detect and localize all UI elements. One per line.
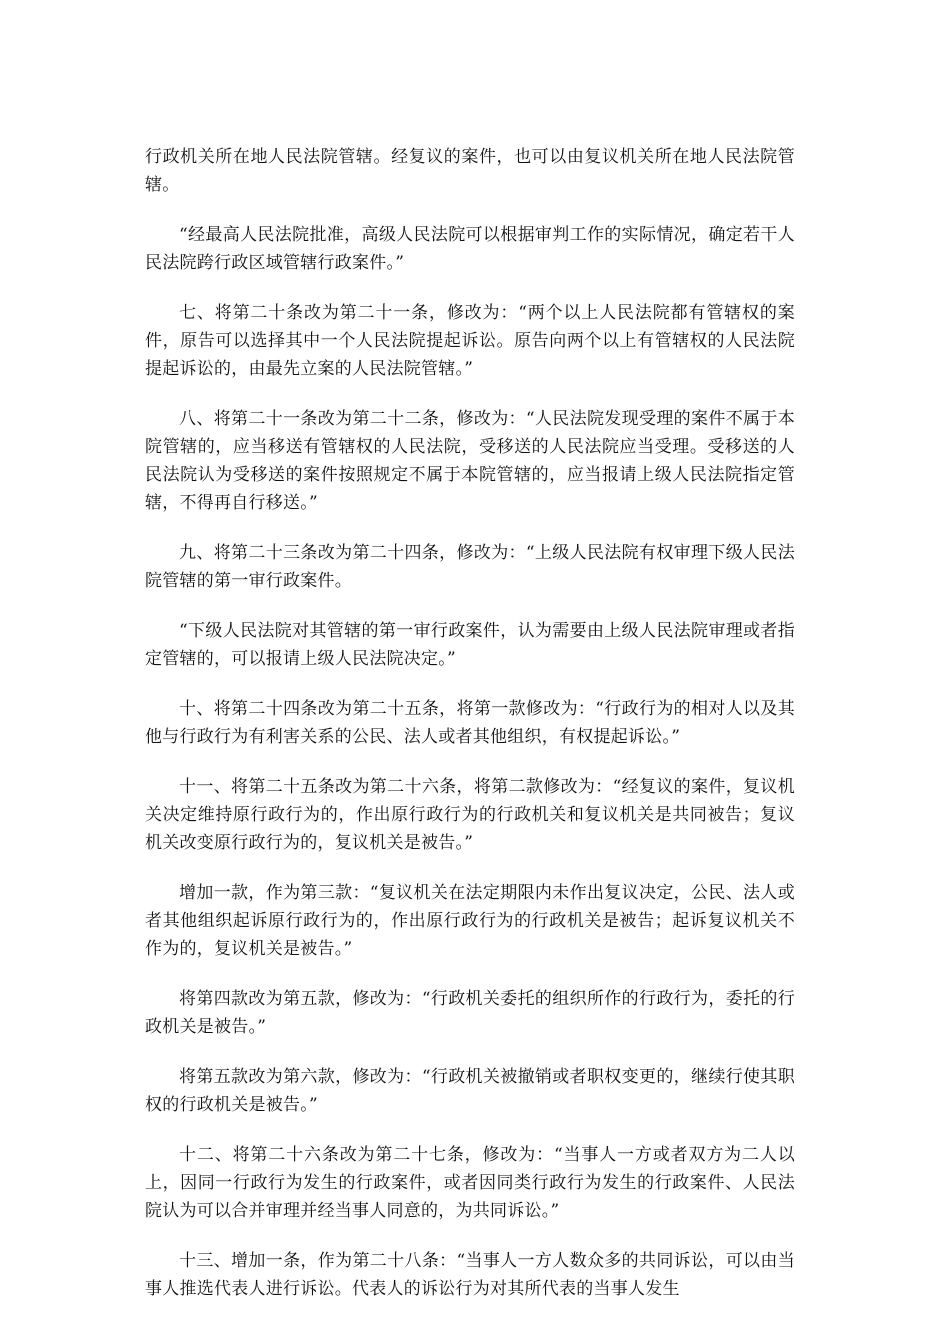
paragraph-quote-high-court: “经最高人民法院批准，高级人民法院可以根据审判工作的实际情况，确定若干人民法院跨行政区域管辖行政案件。” bbox=[145, 225, 795, 273]
paragraph-item-11: 十一、将第二十五条改为第二十六条，将第二款修改为：“经复议的案件，复议机关决定维持原行政行为的，作出原行政行为的行政机关和复议机关是共同被告；复议机关改变原行政行为的，复议机关是被告。” bbox=[145, 777, 795, 853]
paragraph-item-12: 十二、将第二十六条改为第二十七条，修改为：“当事人一方或者双方为二人以上，因同一行政行为发生的行政案件，或者因同类行政行为发生的行政案件、人民法院认为可以合并审理并经当事人同意的，为共同诉讼。” bbox=[145, 1145, 795, 1221]
paragraph-clause-4: 将第四款改为第五款，修改为：“行政机关委托的组织所作的行政行为，委托的行政机关是被告。” bbox=[145, 989, 795, 1037]
paragraph-item-9: 九、将第二十三条改为第二十四条，修改为：“上级人民法院有权审理下级人民法院管辖的第一审行政案件。 bbox=[145, 543, 795, 591]
paragraph-quote-lower-court: “下级人民法院对其管辖的第一审行政案件，认为需要由上级人民法院审理或者指定管辖的，可以报请上级人民法院决定。” bbox=[145, 621, 795, 669]
paragraph-continuation: 行政机关所在地人民法院管辖。经复议的案件，也可以由复议机关所在地人民法院管辖。 bbox=[145, 147, 795, 195]
paragraph-add-clause: 增加一款，作为第三款：“复议机关在法定期限内未作出复议决定，公民、法人或者其他组织起诉原行政行为的，作出原行政行为的行政机关是被告；起诉复议机关不作为的，复议机关是被告。” bbox=[145, 883, 795, 959]
document-body bbox=[145, 143, 795, 1325]
paragraph-item-7: 七、将第二十条改为第二十一条，修改为：“两个以上人民法院都有管辖权的案件，原告可以选择其中一个人民法院提起诉讼。原告向两个以上有管辖权的人民法院提起诉讼的，由最先立案的人民法院管辖。” bbox=[145, 303, 795, 379]
paragraph-item-10: 十、将第二十四条改为第二十五条，将第一款修改为：“行政行为的相对人以及其他与行政行为有利害关系的公民、法人或者其他组织，有权提起诉讼。” bbox=[145, 699, 795, 747]
paragraph-item-8: 八、将第二十一条改为第二十二条，修改为：“人民法院发现受理的案件不属于本院管辖的，应当移送有管辖权的人民法院，受移送的人民法院应当受理。受移送的人民法院认为受移送的案件按照规定不属于本院管辖的，应当报请上级人民法院指定管辖，不得再自行移送。” bbox=[145, 409, 795, 513]
paragraph-clause-5: 将第五款改为第六款，修改为：“行政机关被撤销或者职权变更的，继续行使其职权的行政机关是被告。” bbox=[145, 1067, 795, 1115]
paragraph-item-13: 十三、增加一条，作为第二十八条：“当事人一方人数众多的共同诉讼，可以由当事人推选代表人进行诉讼。代表人的诉讼行为对其所代表的当事人发生 bbox=[145, 1251, 795, 1299]
